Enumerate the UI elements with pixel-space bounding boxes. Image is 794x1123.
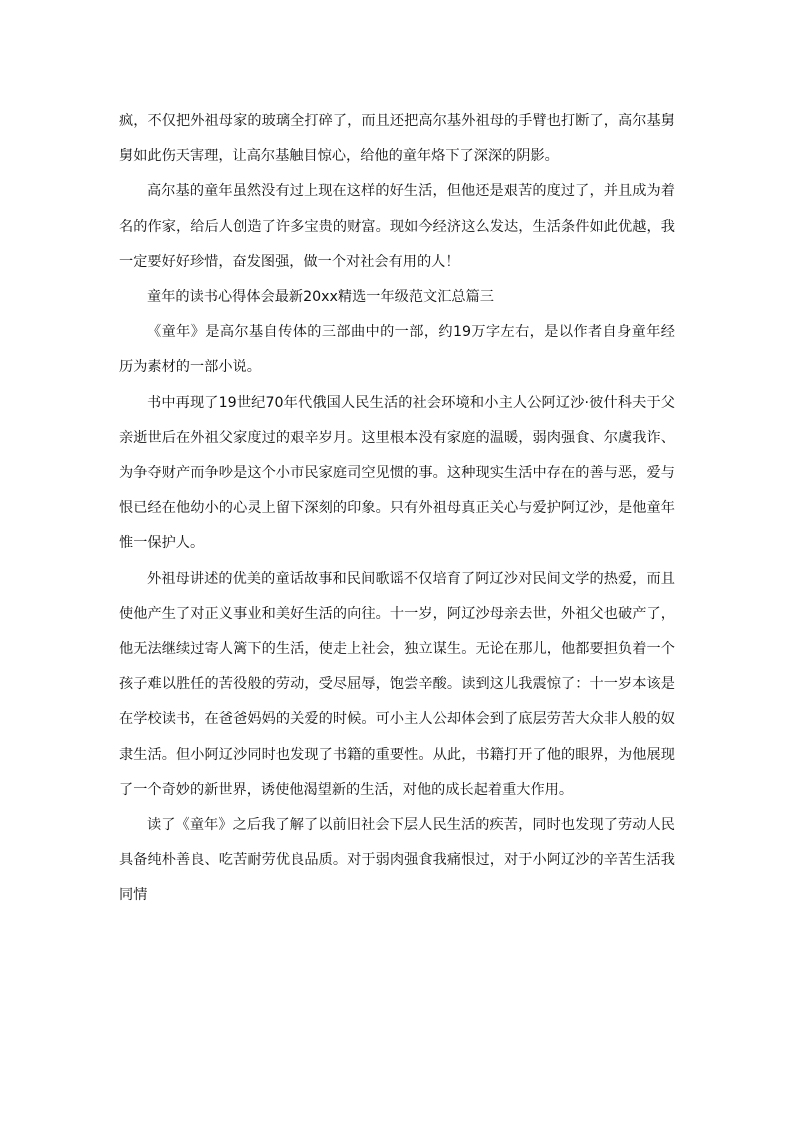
paragraph-book-setting: 书中再现了19世纪70年代俄国人民生活的社会环境和小主人公阿辽沙·彼什科夫于父亲逝世后在外祖父家度过的艰辛岁月。这里根本没有家庭的温暖，弱肉强食、尔虞我诈、为争夺财产而争吵是这个小市民家庭司空见惯的事。这种现实生活中存在的善与恶，爱与恨已经在他幼小的心灵上留下深刻的印象。只有外祖母真正关心与爱护阿辽沙，是他童年惟一保护人。	[119, 394, 675, 552]
paragraph-reflection: 读了《童年》之后我了解了以前旧社会下层人民生活的疾苦，同时也发现了劳动人民具备纯朴善良、吃苦耐劳优良品质。对于弱肉强食我痛恨过，对于小阿辽沙的辛苦生活我同情	[119, 817, 675, 904]
document-body	[119, 104, 675, 914]
paragraph-book-intro: 《童年》是高尔基自传体的三部曲中的一部，约19万字左右，是以作者自身童年经历为素材的一部小说。	[119, 324, 675, 376]
section-heading: 童年的读书心得体会最新20xx精选一年级范文汇总篇三	[147, 289, 494, 306]
paragraph-grandmother-stories: 外祖母讲述的优美的童话故事和民间歌谣不仅培育了阿辽沙对民间文学的热爱，而且使他产生了对正义事业和美好生活的向往。十一岁，阿辽沙母亲去世，外祖父也破产了，他无法继续过寄人篱下的生活，使走上社会，独立谋生。无论在那儿，他都要担负着一个孩子难以胜任的苦役般的劳动，受尽屈辱，饱尝辛酸。读到这儿我震惊了：十一岁本该是在学校读书，在爸爸妈妈的关爱的时候。可小主人公却体会到了底层劳苦大众非人般的奴隶生活。但小阿辽沙同时也发现了书籍的重要性。从此，书籍打开了他的眼界，为他展现了一个奇妙的新世界，诱使他渴望新的生活，对他的成长起着重大作用。	[119, 570, 675, 798]
paragraph-gorky-childhood-conclusion: 高尔基的童年虽然没有过上现在这样的好生活，但他还是艰苦的度过了，并且成为着名的作家，给后人创造了许多宝贵的财富。现如今经济这么发达，生活条件如此优越，我一定要好好珍惜，奋发图强，做一个对社会有用的人！	[119, 183, 675, 270]
paragraph-continuation: 疯，不仅把外祖母家的玻璃全打碎了，而且还把高尔基外祖母的手臂也打断了，高尔基舅舅如此伤天害理，让高尔基触目惊心，给他的童年烙下了深深的阴影。	[119, 113, 675, 165]
